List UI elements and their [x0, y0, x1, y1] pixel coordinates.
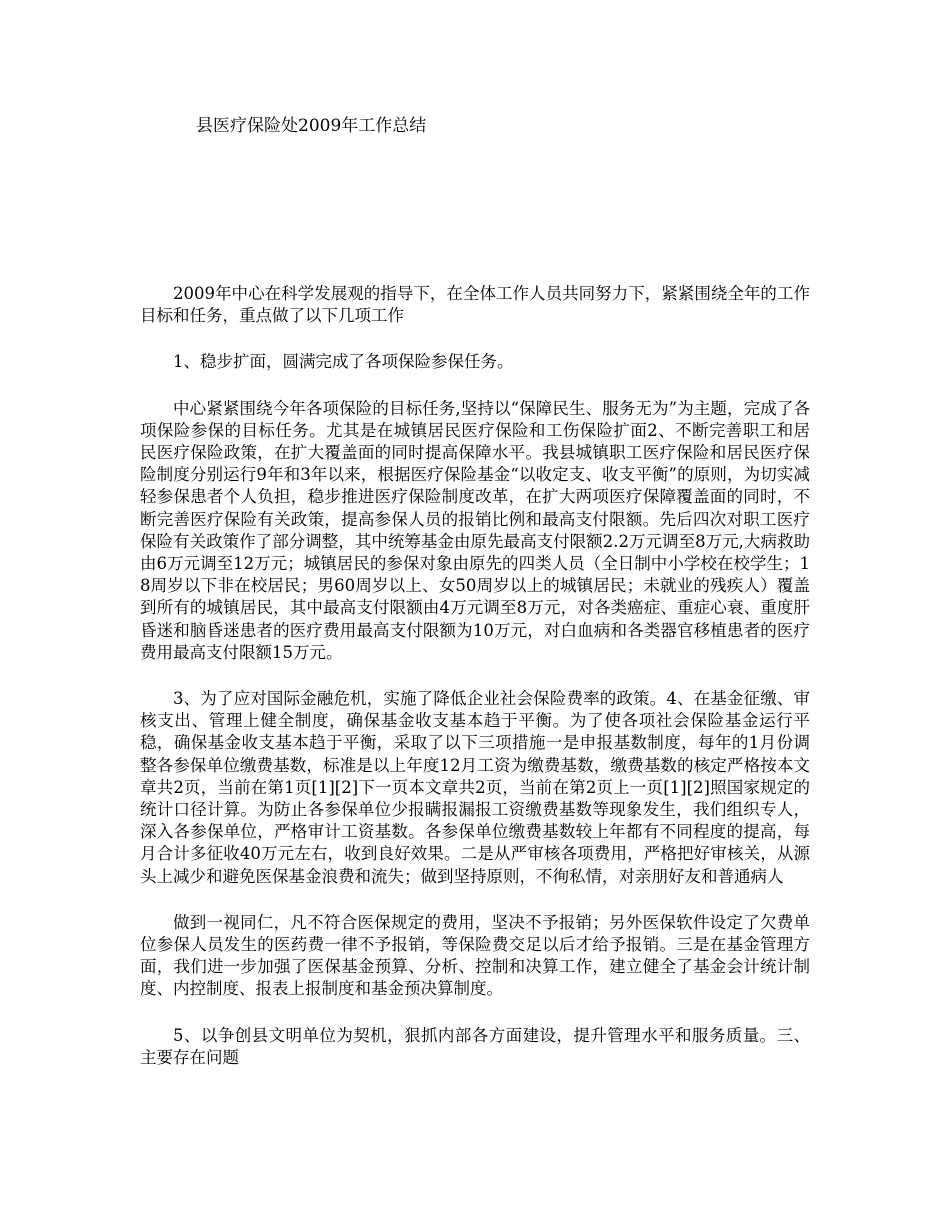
- paragraph-section-5: 5、以争创县文明单位为契机，狠抓内部各方面建设，提升管理水平和服务质量。三、主要存在问题: [140, 1025, 810, 1067]
- document-title: 县医疗保险处2009年工作总结: [196, 116, 427, 136]
- paragraph-section-1: 1、稳步扩面，圆满完成了各项保险参保任务。: [173, 352, 514, 372]
- paragraph-insurance-policy: 中心紧紧围绕今年各项保险的目标任务,坚持以“保障民生、服务无为”为主题，完成了各项保险参保的目标任务。尤其是在城镇居民医疗保险和工伤保险扩面2、不断完善职工和居民医疗保险政策，在扩大覆盖面的同时提高保障水平。我县城镇职工医疗保险和居民医疗保险制度分别运行9年和3年以来，根据医疗保险基金“以收定支、收支平衡”的原则，为切实减轻参保患者个人负担，稳步推进医疗保险制度改革，在扩大两项医疗保障覆盖面的同时，不断完善医疗保险有关政策，提高参保人员的报销比例和最高支付限额。先后四次对职工医疗保险有关政策作了部分调整，其中统筹基金由原先最高支付限额2.2万元调至8万元,大病救助由6万元调至12万元；城镇居民的参保对象由原先的四类人员（全日制中小学校在校学生；18周岁以下非在校居民；男60周岁以上、女50周岁以上的城镇居民；未就业的残疾人）覆盖到所有的城镇居民，其中最高支付限额由4万元调至8万元，对各类癌症、重症心衰、重度肝昏迷和脑昏迷患者的医疗费用最高支付限额为10万元，对白血病和各类器官移植患者的医疗费用最高支付限额15万元。: [140, 398, 810, 662]
- document-body: [140, 283, 810, 1093]
- paragraph-intro: 2009年中心在科学发展观的指导下，在全体工作人员共同努力下，紧紧围绕全年的工作目标和任务，重点做了以下几项工作: [140, 284, 810, 326]
- paragraph-equal-treatment: 做到一视同仁，凡不符合医保规定的费用，坚决不予报销；另外医保软件设定了欠费单位参保人员发生的医药费一律不予报销，等保险费交足以后才给予报销。三是在基金管理方面，我们进一步加强了医保基金预算、分析、控制和决算工作，建立健全了基金会计统计制度、内控制度、报表上报制度和基金预决算制度。: [140, 912, 810, 999]
- paragraph-fund-management: 3、为了应对国际金融危机，实施了降低企业社会保险费率的政策。4、在基金征缴、审核支出、管理上健全制度，确保基金收支基本趋于平衡。为了使各项社会保险基金运行平稳，确保基金收支基本趋于平衡，采取了以下三项措施一是申报基数制度，每年的1月份调整各参保单位缴费基数，标准是以上年度12月工资为缴费基数，缴费基数的核定严格按本文章共2页，当前在第1页[1][2]下一页本文章共2页，当前在第2页上一页[1][2]照国家规定的统计口径计算。为防止各参保单位少报瞒报漏报工资缴费基数等现象发生，我们组织专人，深入各参保单位，严格审计工资基数。各参保单位缴费基数较上年都有不同程度的提高，每月合计多征收40万元左右，收到良好效果。二是从严审核各项费用，严格把好审核关，从源头上减少和避免医保基金浪费和流失；做到坚持原则，不徇私情，对亲朋好友和普通病人: [140, 689, 810, 886]
